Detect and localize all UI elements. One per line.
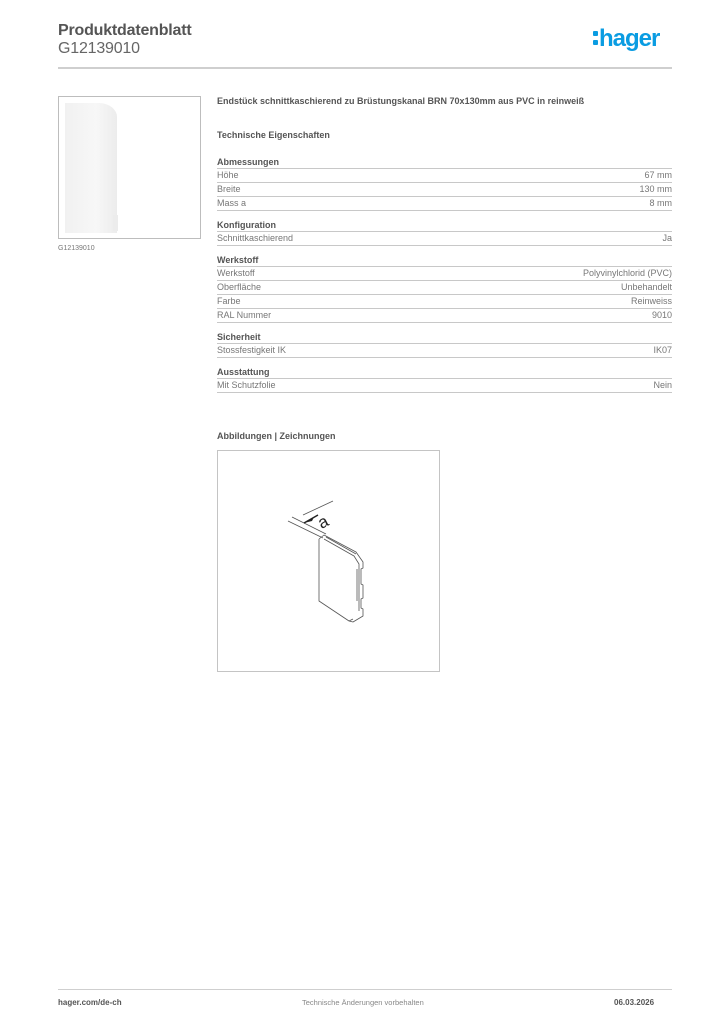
spec-key: Breite bbox=[217, 184, 241, 194]
spec-key: Mit Schutzfolie bbox=[217, 380, 276, 390]
spec-key: Schnittkaschierend bbox=[217, 233, 294, 243]
spec-key: Stossfestigkeit IK bbox=[217, 345, 287, 355]
product-description: Endstück schnittkaschierend zu Brüstungskanal BRN 70x130mm aus PVC in reinweiß bbox=[217, 96, 585, 106]
spec-value: Nein bbox=[653, 380, 672, 390]
spec-row bbox=[217, 183, 672, 197]
spec-row bbox=[217, 281, 672, 295]
spec-group-title: Werkstoff bbox=[217, 254, 672, 267]
spec-key: Mass a bbox=[217, 198, 247, 208]
product-details bbox=[217, 96, 672, 401]
spec-row bbox=[217, 309, 672, 323]
spec-group-title: Ausstattung bbox=[217, 366, 672, 379]
spec-key: Farbe bbox=[217, 296, 241, 306]
spec-key: Oberfläche bbox=[217, 282, 262, 292]
product-photo-caption: G12139010 bbox=[58, 245, 95, 252]
spec-group-dimensions bbox=[217, 156, 672, 211]
spec-value: Polyvinylchlorid (PVC) bbox=[582, 268, 672, 278]
spec-group-title: Abmessungen bbox=[217, 156, 672, 169]
logo-colon-icon bbox=[593, 29, 598, 46]
endcap-rim bbox=[113, 215, 118, 231]
spec-row bbox=[217, 295, 672, 309]
spec-group-title: Sicherheit bbox=[217, 331, 672, 344]
spec-value: 8 mm bbox=[649, 198, 672, 208]
spec-value: Reinweiss bbox=[630, 296, 672, 306]
technical-drawing bbox=[217, 450, 440, 672]
header-divider bbox=[58, 67, 672, 69]
product-photo bbox=[58, 96, 201, 239]
dimension-label: a bbox=[314, 511, 332, 533]
hager-logo bbox=[593, 27, 659, 51]
spec-key: Werkstoff bbox=[217, 268, 255, 278]
footer-date: 06.03.2026 bbox=[614, 998, 655, 1007]
footer-notice: Technische Änderungen vorbehalten bbox=[302, 998, 424, 1007]
spec-row bbox=[217, 379, 672, 393]
spec-value: Ja bbox=[662, 233, 672, 243]
footer-divider bbox=[58, 989, 672, 990]
spec-value: 9010 bbox=[651, 310, 672, 320]
endcap-drawing-icon bbox=[218, 451, 441, 673]
spec-group-material bbox=[217, 254, 672, 323]
spec-row bbox=[217, 197, 672, 211]
spec-row bbox=[217, 169, 672, 183]
document-title: Produktdatenblatt bbox=[58, 22, 192, 39]
spec-row bbox=[217, 232, 672, 246]
spec-row bbox=[217, 344, 672, 358]
endcap-product-image bbox=[65, 103, 117, 233]
spec-group-safety bbox=[217, 331, 672, 358]
spec-value: 67 mm bbox=[644, 170, 672, 180]
footer-website-link[interactable]: hager.com/de-ch bbox=[58, 998, 122, 1007]
spec-group-equipment bbox=[217, 366, 672, 393]
spec-group-configuration bbox=[217, 219, 672, 246]
spec-key: Höhe bbox=[217, 170, 239, 180]
spec-value: Unbehandelt bbox=[620, 282, 672, 292]
product-code: G12139010 bbox=[58, 40, 140, 57]
spec-group-title: Konfiguration bbox=[217, 219, 672, 232]
spec-value: 130 mm bbox=[639, 184, 672, 194]
spec-value: IK07 bbox=[653, 345, 672, 355]
figures-title: Abbildungen | Zeichnungen bbox=[217, 431, 336, 441]
spec-row bbox=[217, 267, 672, 281]
logo-text: hager bbox=[599, 25, 660, 52]
section-title-technical: Technische Eigenschaften bbox=[217, 130, 330, 140]
spec-key: RAL Nummer bbox=[217, 310, 272, 320]
